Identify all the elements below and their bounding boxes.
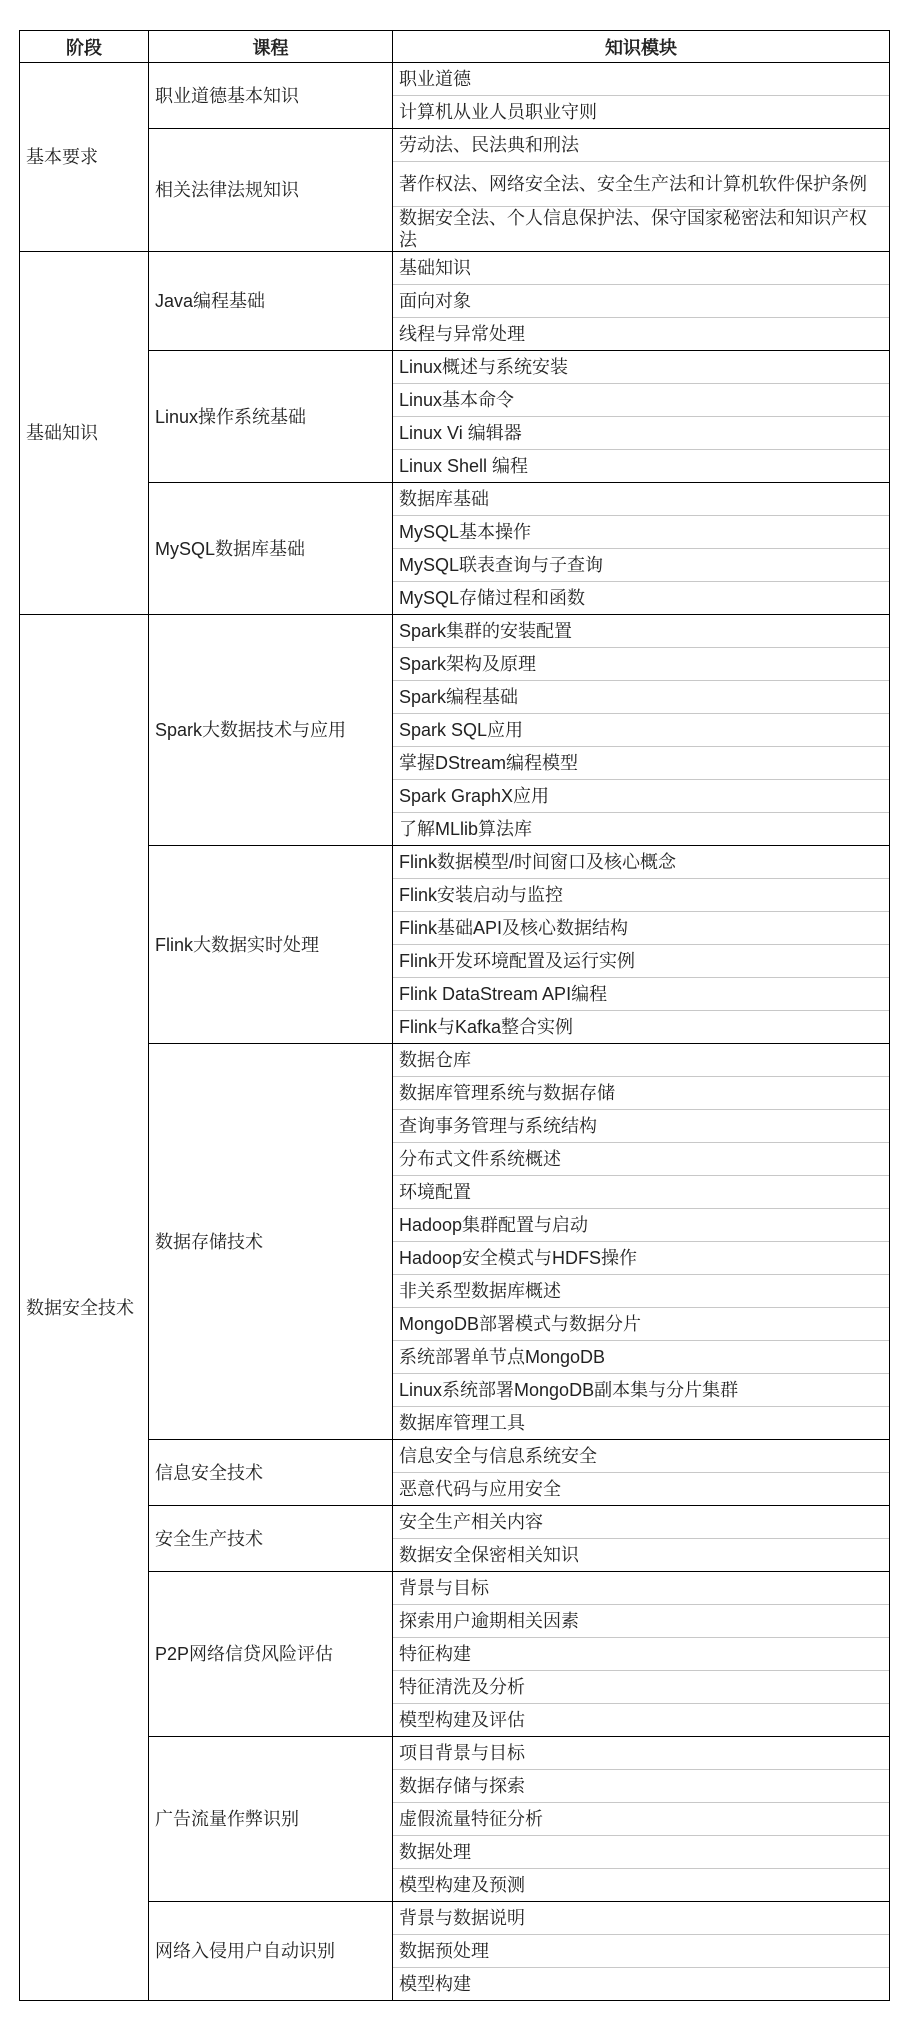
course-cell: 数据存储技术 (149, 1044, 393, 1440)
module-cell: 面向对象 (393, 285, 890, 318)
course-cell: MySQL数据库基础 (149, 483, 393, 615)
module-cell: 信息安全与信息系统安全 (393, 1440, 890, 1473)
course-cell: 信息安全技术 (149, 1440, 393, 1506)
module-cell: Spark GraphX应用 (393, 780, 890, 813)
table-row (20, 615, 890, 648)
table-row (20, 1440, 890, 1473)
module-cell: 数据存储与探索 (393, 1770, 890, 1803)
module-cell: 特征清洗及分析 (393, 1671, 890, 1704)
module-cell: MySQL存储过程和函数 (393, 582, 890, 615)
module-cell: Linux基本命令 (393, 384, 890, 417)
header-row (20, 31, 890, 63)
module-cell: 虚假流量特征分析 (393, 1803, 890, 1836)
course-cell: 相关法律法规知识 (149, 129, 393, 252)
module-cell: 项目背景与目标 (393, 1737, 890, 1770)
table-row (20, 1506, 890, 1539)
module-cell: 模型构建 (393, 1968, 890, 2001)
module-cell: 查询事务管理与系统结构 (393, 1110, 890, 1143)
module-cell: 安全生产相关内容 (393, 1506, 890, 1539)
module-cell: Spark架构及原理 (393, 648, 890, 681)
table-row (20, 483, 890, 516)
module-cell: 特征构建 (393, 1638, 890, 1671)
module-cell: 数据库基础 (393, 483, 890, 516)
module-cell: Spark集群的安装配置 (393, 615, 890, 648)
stage-cell: 数据安全技术 (20, 615, 149, 2001)
course-cell: P2P网络信贷风险评估 (149, 1572, 393, 1737)
module-cell: 计算机从业人员职业守则 (393, 96, 890, 129)
module-cell: Spark SQL应用 (393, 714, 890, 747)
table-row (20, 351, 890, 384)
module-cell: 环境配置 (393, 1176, 890, 1209)
module-cell: Flink与Kafka整合实例 (393, 1011, 890, 1044)
module-cell: Linux概述与系统安装 (393, 351, 890, 384)
table-row (20, 129, 890, 162)
module-cell: 了解MLlib算法库 (393, 813, 890, 846)
module-cell: 分布式文件系统概述 (393, 1143, 890, 1176)
stage-cell: 基本要求 (20, 63, 149, 252)
module-cell: 模型构建及评估 (393, 1704, 890, 1737)
module-cell: 数据库管理系统与数据存储 (393, 1077, 890, 1110)
module-cell: 数据安全法、个人信息保护法、保守国家秘密法和知识产权法 (393, 207, 890, 252)
module-cell: Flink开发环境配置及运行实例 (393, 945, 890, 978)
module-cell: 著作权法、网络安全法、安全生产法和计算机软件保护条例 (393, 162, 890, 207)
module-cell: 系统部署单节点MongoDB (393, 1341, 890, 1374)
module-cell: MongoDB部署模式与数据分片 (393, 1308, 890, 1341)
module-cell: Flink DataStream API编程 (393, 978, 890, 1011)
module-cell: 背景与目标 (393, 1572, 890, 1605)
table-row (20, 63, 890, 96)
header-stage: 阶段 (20, 31, 149, 63)
module-cell: 恶意代码与应用安全 (393, 1473, 890, 1506)
course-cell: 安全生产技术 (149, 1506, 393, 1572)
table-row (20, 1044, 890, 1077)
module-cell: 数据安全保密相关知识 (393, 1539, 890, 1572)
course-cell: Java编程基础 (149, 252, 393, 351)
module-cell: 线程与异常处理 (393, 318, 890, 351)
module-cell: Hadoop集群配置与启动 (393, 1209, 890, 1242)
module-cell: 探索用户逾期相关因素 (393, 1605, 890, 1638)
module-cell: 数据仓库 (393, 1044, 890, 1077)
module-cell: 掌握DStream编程模型 (393, 747, 890, 780)
module-cell: 数据预处理 (393, 1935, 890, 1968)
module-cell: 模型构建及预测 (393, 1869, 890, 1902)
module-cell: Linux Vi 编辑器 (393, 417, 890, 450)
module-cell: MySQL基本操作 (393, 516, 890, 549)
module-cell: 职业道德 (393, 63, 890, 96)
course-cell: Spark大数据技术与应用 (149, 615, 393, 846)
module-cell: Flink基础API及核心数据结构 (393, 912, 890, 945)
module-cell: 数据库管理工具 (393, 1407, 890, 1440)
header-course: 课程 (149, 31, 393, 63)
module-cell: 背景与数据说明 (393, 1902, 890, 1935)
course-cell: Linux操作系统基础 (149, 351, 393, 483)
table-row (20, 252, 890, 285)
module-cell: Hadoop安全模式与HDFS操作 (393, 1242, 890, 1275)
table-body (20, 63, 890, 2001)
course-cell: 职业道德基本知识 (149, 63, 393, 129)
course-cell: Flink大数据实时处理 (149, 846, 393, 1044)
curriculum-table (19, 30, 890, 2001)
module-cell: 劳动法、民法典和刑法 (393, 129, 890, 162)
module-cell: MySQL联表查询与子查询 (393, 549, 890, 582)
stage-cell: 基础知识 (20, 252, 149, 615)
module-cell: Flink安装启动与监控 (393, 879, 890, 912)
module-cell: 数据处理 (393, 1836, 890, 1869)
module-cell: Linux系统部署MongoDB副本集与分片集群 (393, 1374, 890, 1407)
table-row (20, 1902, 890, 1935)
course-cell: 广告流量作弊识别 (149, 1737, 393, 1902)
table-row (20, 846, 890, 879)
table-row (20, 1572, 890, 1605)
module-cell: Linux Shell 编程 (393, 450, 890, 483)
module-cell: Flink数据模型/时间窗口及核心概念 (393, 846, 890, 879)
header-modules: 知识模块 (393, 31, 890, 63)
table-row (20, 1737, 890, 1770)
module-cell: 非关系型数据库概述 (393, 1275, 890, 1308)
course-cell: 网络入侵用户自动识别 (149, 1902, 393, 2001)
module-cell: Spark编程基础 (393, 681, 890, 714)
module-cell: 基础知识 (393, 252, 890, 285)
